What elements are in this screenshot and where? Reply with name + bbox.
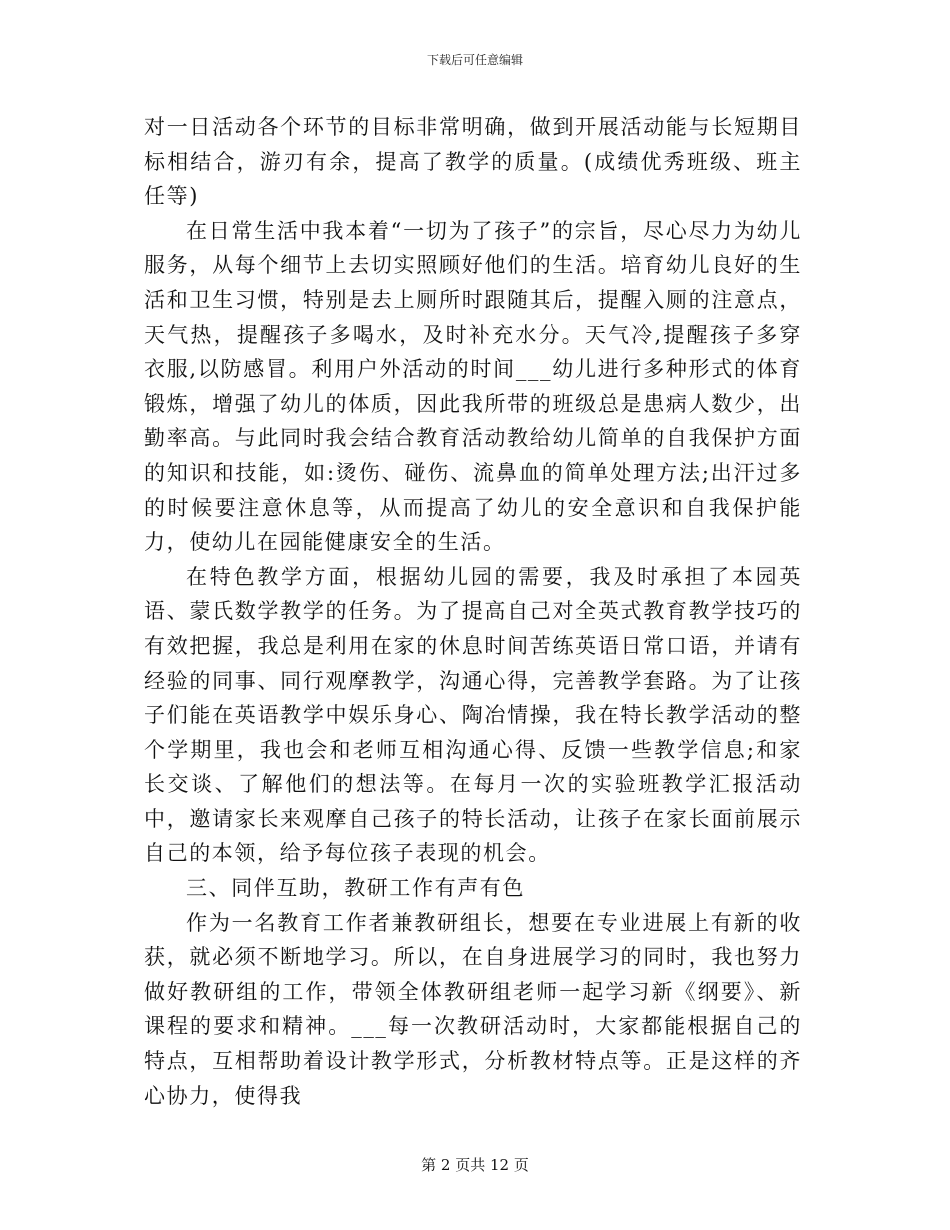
document-body bbox=[144, 110, 802, 1113]
paragraph-continuation: 对一日活动各个环节的目标非常明确，做到开展活动能与长短期目标相结合，游刃有余，提高了教学的质量。(成绩优秀班级、班主任等) bbox=[144, 115, 802, 209]
page-header-note: 下载后可任意编辑 bbox=[426, 53, 523, 67]
paragraph-teaching-research: 作为一名教育工作者兼教研组长，想要在专业进展上有新的收获，就必须不断地学习。所以，在自身进展学习的同时，我也努力做好教研组的工作，带领全体教研组老师一起学习新《纲要》、新课程的要求和精神。___每一次教研活动时，大家都能根据自己的特点，互相帮助着设计教学形式，分析教材特点等。正是这样的齐心协力，使得我 bbox=[144, 910, 802, 1108]
page-number: 第 2 页共 12 页 bbox=[421, 1156, 529, 1174]
paragraph-daily-life: 在日常生活中我本着“一切为了孩子”的宗旨，尽心尽力为幼儿服务，从每个细节上去切实照顾好他们的生活。培育幼儿良好的生活和卫生习惯，特别是去上厕所时跟随其后，提醒入厕的注意点，天气热，提醒孩子多喝水，及时补充水分。天气冷,提醒孩子多穿衣服,以防感冒。利用户外活动的时间___幼儿进行多种形式的体育锻炼，增强了幼儿的体质，因此我所带的班级总是患病人数少，出勤率高。与此同时我会结合教育活动教给幼儿简单的自我保护方面的知识和技能，如:烫伤、碰伤、流鼻血的简单处理方法;出汗过多的时候要注意休息等，从而提高了幼儿的安全意识和自我保护能力，使幼儿在园能健康安全的生活。 bbox=[144, 218, 802, 555]
section-heading: 三、同伴互助，教研工作有声有色 bbox=[186, 876, 525, 901]
paragraph-special-teaching: 在特色教学方面，根据幼儿园的需要，我及时承担了本园英语、蒙氏数学教学的任务。为了提高自己对全英式教育教学技巧的有效把握，我总是利用在家的休息时间苦练英语日常口语，并请有经验的同事、同行观摩教学，沟通心得，完善教学套路。为了让孩子们能在英语教学中娱乐身心、陶冶情操，我在特长教学活动的整个学期里，我也会和老师互相沟通心得、反馈一些教学信息;和家长交谈、了解他们的想法等。在每月一次的实验班教学汇报活动中，邀请家长来观摩自己孩子的特长活动，让孩子在家长面前展示自己的本领，给予每位孩子表现的机会。 bbox=[144, 564, 802, 866]
